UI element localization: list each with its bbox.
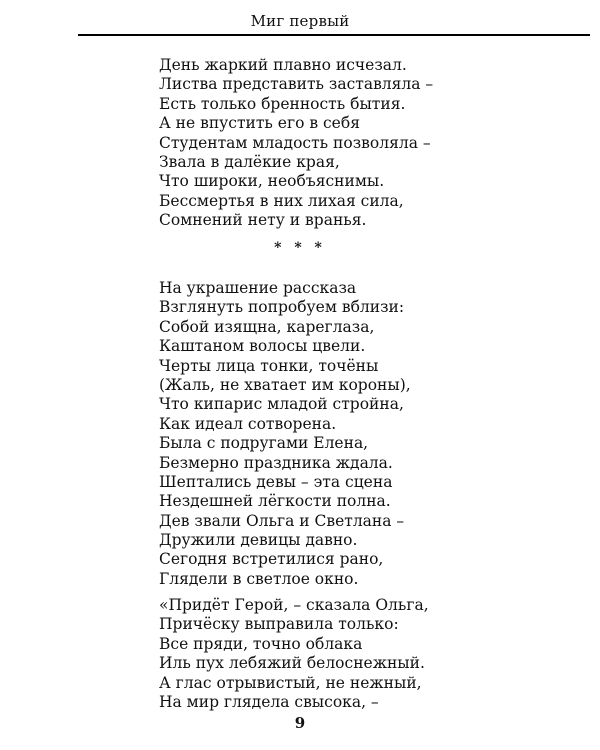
poem-line: Черты лица тонки, точёны xyxy=(159,356,379,375)
poem-line: Все пряди, точно облака xyxy=(159,634,363,653)
poem-line: Собой изящна, кареглаза, xyxy=(159,317,375,336)
poem-line: Каштаном волосы цвели. xyxy=(159,337,366,356)
stanza-1 xyxy=(159,56,579,231)
poem-line: Иль пух лебяжий белоснежный. xyxy=(159,654,425,673)
poem-line: (Жаль, не хватает им короны), xyxy=(159,375,411,394)
poem-line: Безмерно праздника ждала. xyxy=(159,453,393,472)
page-number: 9 xyxy=(294,714,306,732)
poem-line: Шептались девы – эта сцена xyxy=(159,472,393,491)
header-rule xyxy=(78,34,590,36)
poem-line: «Придёт Герой, – сказала Ольга, xyxy=(159,596,429,614)
poem-line: А глас отрывистый, не нежный, xyxy=(159,673,422,692)
stanza-2 xyxy=(159,279,579,589)
poem-line: Что широки, необъяснимы. xyxy=(159,172,385,191)
poem-line: Дружили девицы давно. xyxy=(159,531,358,550)
poem-line: А не впустить его в себя xyxy=(159,114,360,133)
running-header: Миг первый xyxy=(250,12,350,30)
poem-line: Листва представить заставляла – xyxy=(159,75,434,94)
poem-line: День жаркий плавно исчезал. xyxy=(159,56,407,74)
poem-line: Есть только бренность бытия. xyxy=(159,94,406,113)
poem-line: Взглянуть попробуем вблизи: xyxy=(159,298,405,317)
poem-line: Бессмертья в них лихая сила, xyxy=(159,191,404,210)
poem-line: Звала в далёкие края, xyxy=(159,152,340,171)
poem-line: Была с подругами Елена, xyxy=(159,434,369,453)
poem-line: Сомнений нету и вранья. xyxy=(159,211,367,230)
poem-line: На мир глядела свысока, – xyxy=(159,692,379,711)
poem-line: Сегодня встретилися рано, xyxy=(159,550,384,569)
section-separator: * * * xyxy=(274,240,326,256)
poem-line: Что кипарис младой стройна, xyxy=(159,395,404,414)
poem-line: Дев звали Ольга и Светлана – xyxy=(159,511,405,530)
poem-line: Причёску выправила только: xyxy=(159,615,399,634)
poem-line: Нездешней лёгкости полна. xyxy=(159,492,391,511)
poem-line: Как идеал сотворена. xyxy=(159,414,337,433)
poem-line: Глядели в светлое окно. xyxy=(159,569,359,588)
poem-line: На украшение рассказа xyxy=(159,279,357,297)
stanza-3 xyxy=(159,596,579,712)
poem-line: Студентам младость позволяла – xyxy=(159,133,431,152)
